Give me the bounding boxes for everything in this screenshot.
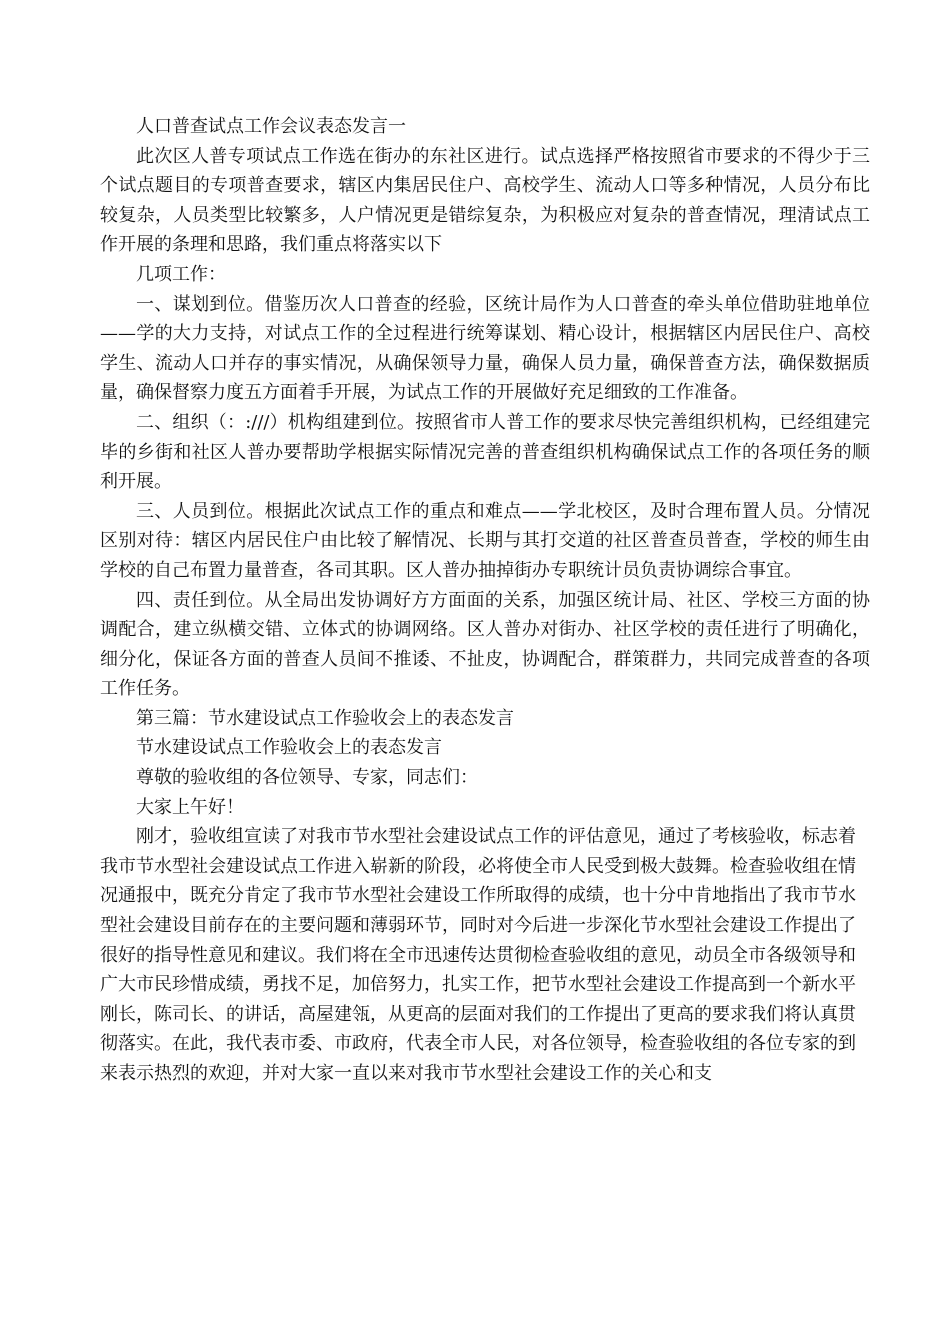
paragraph-responsibility: 四、责任到位。从全局出发协调好方方面面的关系，加强区统计局、社区、学校三方面的协调配合，建立纵横交错、立体式的协调网络。区人普办对街办、社区学校的责任进行了明确化，细分化，保证各方面的普查人员间不推诿、不扯皮，协调配合，群策群力，共同完成普查的各项工作任务。 [100, 589, 870, 700]
paragraph-salutation: 尊敬的验收组的各位领导、专家，同志们： [136, 767, 478, 789]
paragraph-greeting: 大家上午好！ [136, 796, 244, 818]
document-page [100, 112, 870, 1089]
paragraph-intro: 此次区人普专项试点工作选在街办的东社区进行。试点选择严格按照省市要求的不得少于三个试点题目的专项普查要求，辖区内集居民住户、高校学生、流动人口等多种情况，人员分布比较复杂，人员类型比较繁多，人户情况更是错综复杂，为积极应对复杂的普查情况，理清试点工作开展的条理和思路，我们重点将落实以下 [100, 145, 870, 256]
paragraph-planning: 一、谋划到位。借鉴历次人口普查的经验，区统计局作为人口普查的牵头单位借助驻地单位——学的大力支持，对试点工作的全过程进行统筹谋划、精心设计，根据辖区内居民住户、高校学生、流动人口并存的事实情况，从确保领导力量，确保人员力量，确保普查方法，确保数据质量，确保督察力度五方面着手开展，为试点工作的开展做好充足细致的工作准备。 [100, 293, 870, 404]
paragraph-work-items: 几项工作： [136, 263, 226, 285]
paragraph-title-1: 人口普查试点工作会议表态发言一 [136, 116, 406, 137]
paragraph-personnel: 三、人员到位。根据此次试点工作的重点和难点——学北校区，及时合理布置人员。分情况区别对待：辖区内居民住户由比较了解情况、长期与其打交道的社区普查员普查，学校的师生由学校的自己布置力量普查，各司其职。区人普办抽掉街办专职统计员负责协调综合事宜。 [100, 500, 870, 581]
paragraph-organization: 二、组织（：:///）机构组建到位。按照省市人普工作的要求尽快完善组织机构，已经组建完毕的乡街和社区人普办要帮助学根据实际情况完善的普查组织机构确保试点工作的各项任务的顺利开展。 [100, 411, 870, 493]
paragraph-section-heading: 第三篇：节水建设试点工作验收会上的表态发言 [136, 707, 514, 729]
paragraph-speech-body: 刚才，验收组宣读了对我市节水型社会建设试点工作的评估意见，通过了考核验收，标志着我市节水型社会建设试点工作进入崭新的阶段，必将使全市人民受到极大鼓舞。检查验收组在情况通报中，既充分肯定了我市节水型社会建设工作所取得的成绩，也十分中肯地指出了我市节水型社会建设目前存在的主要问题和薄弱环节，同时对今后进一步深化节水型社会建设工作提出了很好的指导性意见和建议。我们将在全市迅速传达贯彻检查验收组的意见，动员全市各级领导和广大市民珍惜成绩，勇找不足，加倍努力，扎实工作，把节水型社会建设工作提高到一个新水平刚长，陈司长、的讲话，高屋建瓴，从更高的层面对我们的工作提出了更高的要求我们将认真贯彻落实。在此，我代表市委、市政府，代表全市人民，对各位领导，检查验收组的各位专家的到来表示热烈的欢迎，并对大家一直以来对我市节水型社会建设工作的关心和支 [100, 826, 856, 1084]
paragraph-speech-title: 节水建设试点工作验收会上的表态发言 [136, 737, 442, 759]
